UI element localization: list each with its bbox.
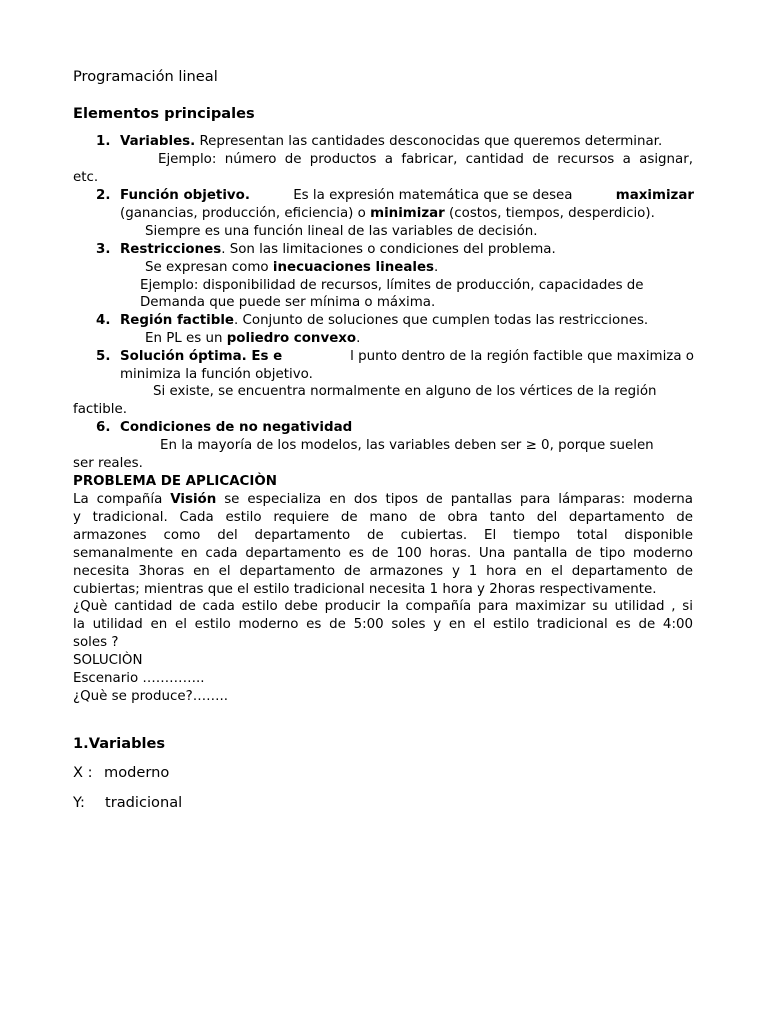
variable-y-value: tradicional — [105, 794, 183, 811]
variables-heading: 1.Variables — [73, 735, 166, 752]
item-title: Solución óptima. Es e — [120, 349, 283, 364]
variable-x-value: moderno — [104, 764, 170, 781]
item-number: 2. — [96, 188, 111, 203]
item-example: Ejemplo: disponibilidad de recursos, límites de producción, capacidades de — [140, 278, 644, 293]
problem-paragraph-line — [73, 491, 693, 509]
list-item — [120, 312, 648, 330]
item-title: Región factible — [120, 313, 235, 328]
list-item — [120, 348, 694, 366]
item-bold-word: maximizar — [615, 188, 694, 203]
item-text: . Conjunto de soluciones que cumplen todas las restricciones. — [234, 313, 649, 328]
item-example-cont: Demanda que puede ser mínima o máxima. — [140, 295, 436, 310]
list-item — [120, 241, 556, 259]
item-note: En la mayoría de los modelos, las variables deben ser ≥ 0, porque suelen — [160, 438, 654, 453]
item-note-cont: factible. — [73, 402, 127, 417]
solution-label: SOLUCIÒN — [73, 653, 143, 668]
problem-paragraph-line: soles ? — [73, 635, 119, 650]
paragraph-text: se especializa en dos tipos de pantallas para lámparas: moderna — [216, 492, 693, 507]
variable-y-label: Y: — [73, 794, 85, 811]
item-text: (costos, tiempos, desperdicio). — [444, 206, 655, 221]
problem-paragraph-line: necesita 3horas en el departamento de armazones y 1 hora en el departamento de — [73, 564, 693, 579]
item-text-line: minimiza la función objetivo. — [120, 367, 313, 382]
problem-paragraph-line: ¿Què cantidad de cada estilo debe producir la compañía para maximizar su utilidad , si — [73, 599, 693, 614]
item-text: . — [356, 331, 361, 346]
item-text: Es la expresión matemática que se desea — [293, 188, 573, 203]
item-number: 1. — [96, 134, 111, 149]
question-line: ¿Què se produce?…….. — [73, 689, 228, 704]
problem-heading: PROBLEMA DE APLICACIÒN — [73, 474, 277, 489]
item-number: 3. — [96, 242, 111, 257]
item-text-line — [145, 259, 438, 277]
item-example: Ejemplo: número de productos a fabricar, cantidad de recursos a asignar, — [158, 152, 693, 167]
item-text: l punto dentro de la región factible que maximiza o — [350, 349, 694, 364]
item-example-cont: etc. — [73, 170, 99, 185]
problem-paragraph-line: semanalmente en cada departamento es de 100 horas. Una pantalla de tipo moderno — [73, 546, 693, 561]
list-item — [120, 133, 662, 151]
paragraph-text: La compañía — [73, 492, 171, 507]
item-title: Condiciones de no negatividad — [120, 420, 353, 435]
item-bold-word: poliedro convexo — [226, 331, 357, 346]
item-bold-word: inecuaciones lineales — [272, 260, 435, 275]
variable-x-label: X : — [73, 764, 93, 781]
item-number: 4. — [96, 313, 111, 328]
item-title: Variables. — [120, 134, 196, 149]
list-item — [120, 187, 694, 205]
item-text-line — [145, 330, 360, 348]
section-heading: Elementos principales — [73, 105, 255, 122]
item-text: Se expresan como — [145, 260, 273, 275]
problem-paragraph-line: y tradicional. Cada estilo requiere de mano de obra tanto del departamento de — [73, 510, 693, 525]
problem-paragraph-line: la utilidad en el estilo moderno es de 5:00 soles y en el estilo tradicional es de 4:00 — [73, 617, 693, 632]
item-title: Restricciones — [120, 242, 222, 257]
item-bold-word: minimizar — [370, 206, 445, 221]
scenario-line: Escenario ………….. — [73, 671, 205, 686]
item-text-line — [120, 205, 655, 223]
item-text: (ganancias, producción, eficiencia) o — [120, 206, 371, 221]
item-number: 5. — [96, 349, 111, 364]
item-note-cont: ser reales. — [73, 456, 143, 471]
problem-paragraph-line: cubiertas; mientras que el estilo tradicional necesita 1 hora y 2horas respectivamente. — [73, 582, 657, 597]
item-text: . Son las limitaciones o condiciones del problema. — [221, 242, 556, 257]
problem-paragraph-line: armazones como del departamento de cubiertas. El tiempo total disponible — [73, 528, 693, 543]
item-title: Función objetivo. — [120, 188, 250, 203]
item-text: . — [434, 260, 439, 275]
company-name: Visión — [170, 492, 217, 507]
document-title: Programación lineal — [73, 68, 218, 85]
item-note: Siempre es una función lineal de las variables de decisión. — [145, 224, 538, 239]
item-text: En PL es un — [145, 331, 227, 346]
item-note: Si existe, se encuentra normalmente en alguno de los vértices de la región — [153, 384, 657, 399]
item-text: Representan las cantidades desconocidas que queremos determinar. — [195, 134, 663, 149]
item-number: 6. — [96, 420, 111, 435]
